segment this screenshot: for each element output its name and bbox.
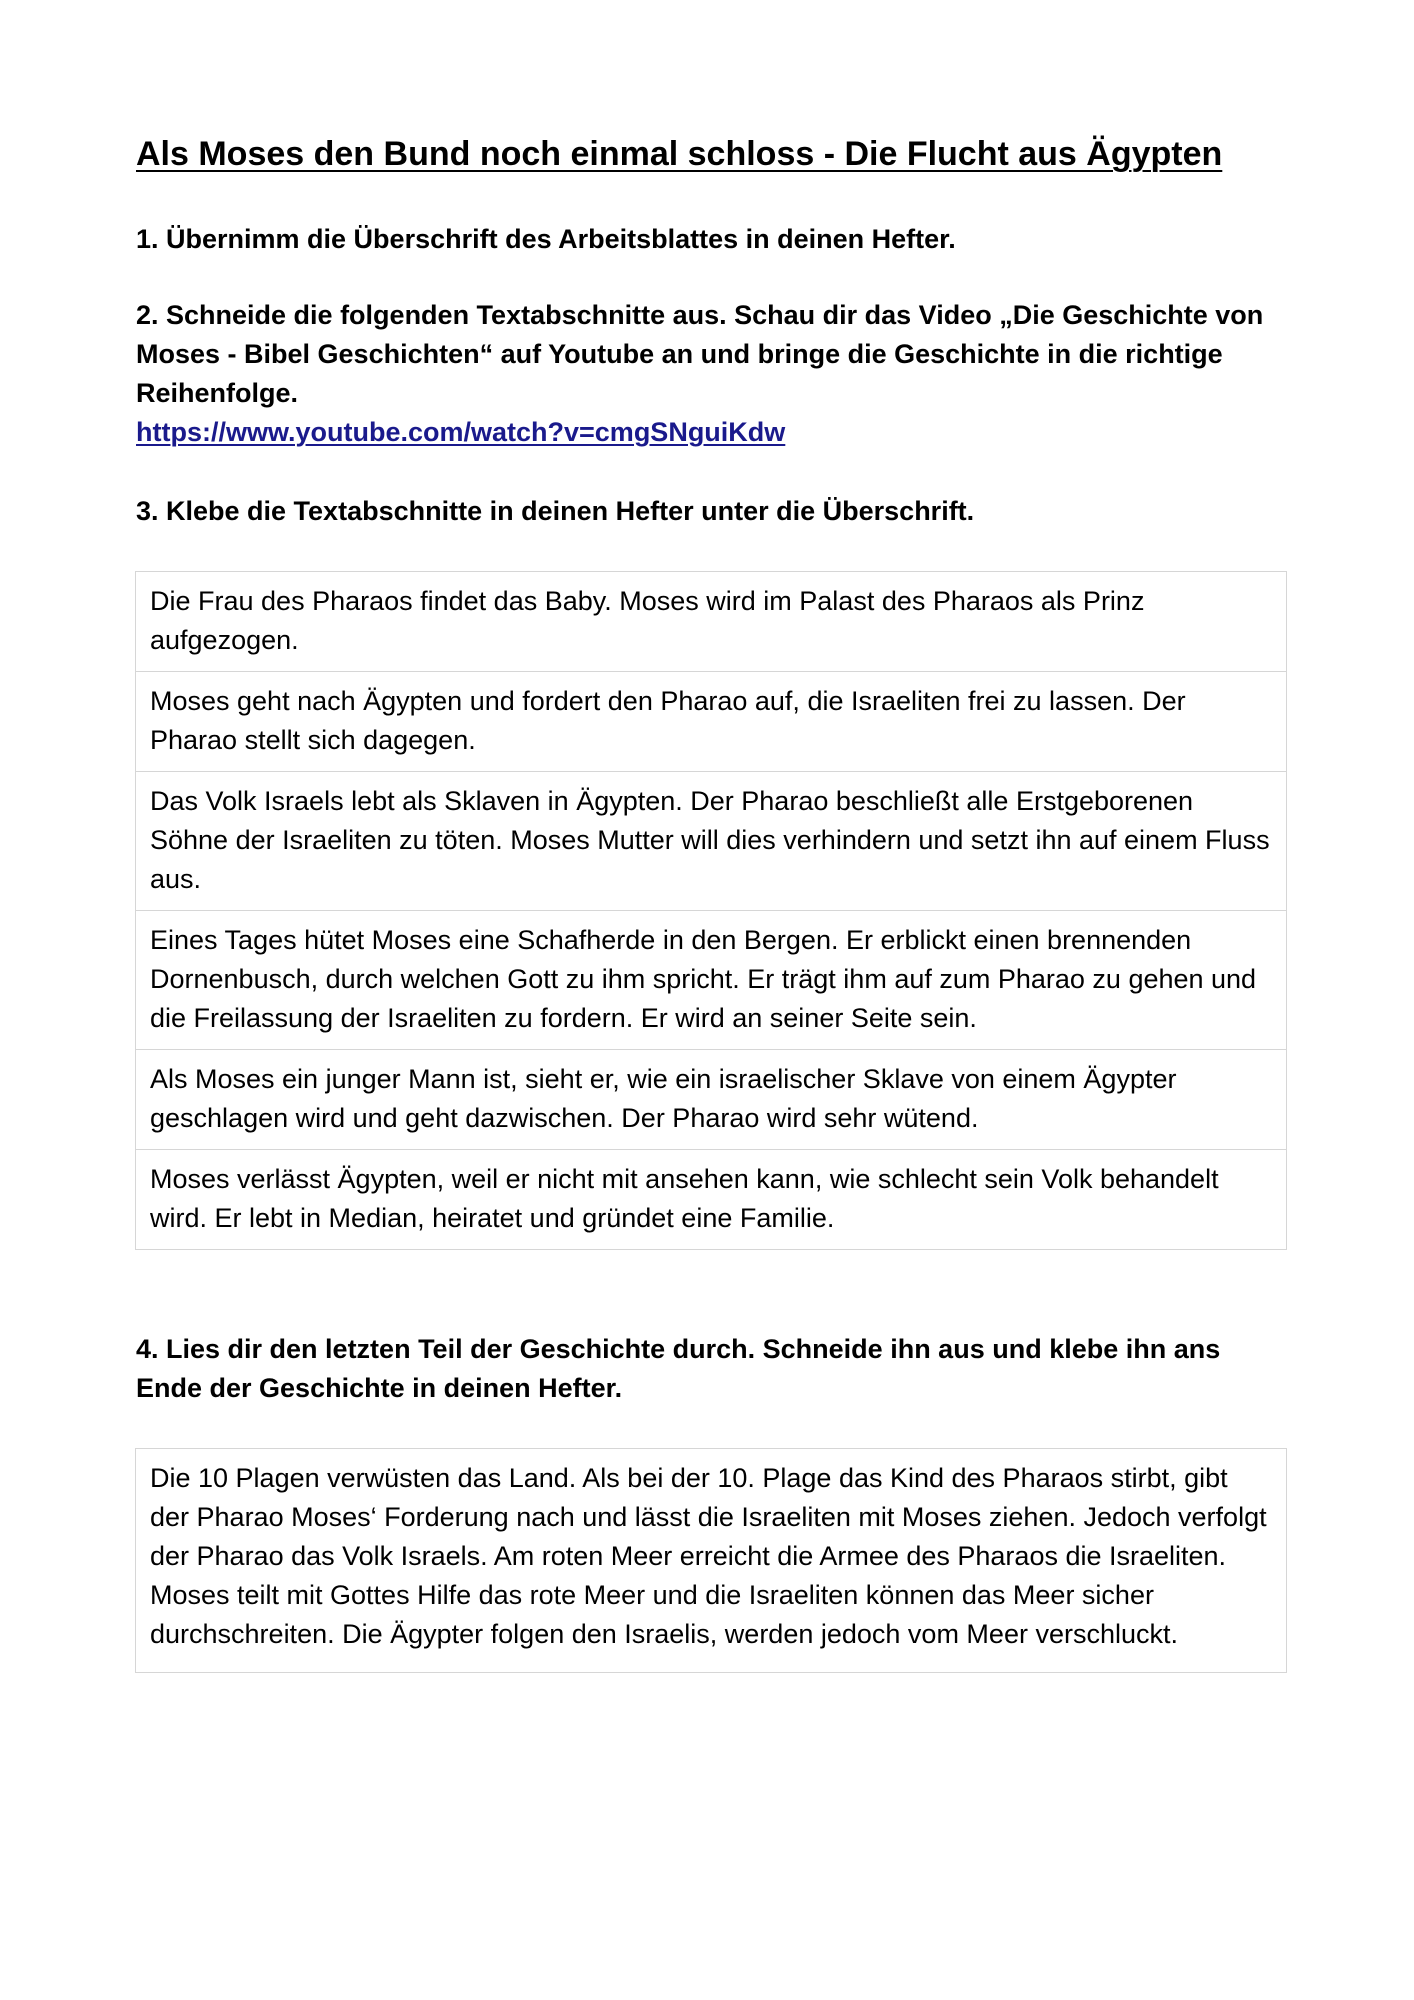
final-section-text: Die 10 Plagen verwüsten das Land. Als bei der 10. Plage das Kind des Pharaos stirbt, gibt der Pharao Moses‘ Forderung nach und lässt die Israeliten mit Moses ziehen. Jedoch verfolgt der Pharao das Volk Israels. Am roten Meer erreicht die Armee des Pharaos die Israeliten. Moses teilt mit Gottes Hilfe das rote Meer und die Israeliten können das Meer sicher durchschreiten. Die Ägypter folgen den Israelis, werden jedoch vom Meer verschluckt. [150,1463,1267,1649]
task-3: 3. Klebe die Textabschnitte in deinen Hefter unter die Überschrift. [136,496,975,526]
section-row: Moses verlässt Ägypten, weil er nicht mit ansehen kann, wie schlecht sein Volk behandelt wird. Er lebt in Median, heiratet und gründet eine Familie. [150,1164,1219,1233]
final-section-box [135,1448,1287,1673]
task-4: 4. Lies dir den letzten Teil der Geschichte durch. Schneide ihn aus und klebe ihn ans Ende der Geschichte in deinen Hefter. [136,1334,1221,1403]
section-row: Die Frau des Pharaos findet das Baby. Moses wird im Palast des Pharaos als Prinz aufgezogen. [136,572,1286,672]
page-title: Als Moses den Bund noch einmal schloss - Die Flucht aus Ägypten [136,135,1223,173]
section-row: Moses geht nach Ägypten und fordert den Pharao auf, die Israeliten frei zu lassen. Der Pharao stellt sich dagegen. [136,672,1286,772]
task-2 [136,296,1286,452]
task-2-text: 2. Schneide die folgenden Textabschnitte aus. Schau dir das Video „Die Geschichte von Moses - Bibel Geschichten“ auf Youtube an und bringe die Geschichte in die richtige Reihenfolge. [136,300,1264,408]
section-row: Eines Tages hütet Moses eine Schafherde in den Bergen. Er erblickt einen brennenden Dornenbusch, durch welchen Gott zu ihm spricht. Er trägt ihm auf zum Pharao zu gehen und die Freilassung der Israeliten zu fordern. Er wird an seiner Seite sein. [136,911,1286,1050]
task-1: 1. Übernimm die Überschrift des Arbeitsblattes in deinen Hefter. [136,224,956,254]
youtube-link[interactable]: https://www.youtube.com/watch?v=cmgSNguiKdw [136,417,786,447]
section-row: Als Moses ein junger Mann ist, sieht er, wie ein israelischer Sklave von einem Ägypter geschlagen wird und geht dazwischen. Der Pharao wird sehr wütend. [136,1050,1286,1150]
section-row: Das Volk Israels lebt als Sklaven in Ägypten. Der Pharao beschließt alle Erstgeborenen Söhne der Israeliten zu töten. Moses Mutter will dies verhindern und setzt ihn auf einem Fluss aus. [136,772,1286,911]
sections-table [135,571,1287,1250]
